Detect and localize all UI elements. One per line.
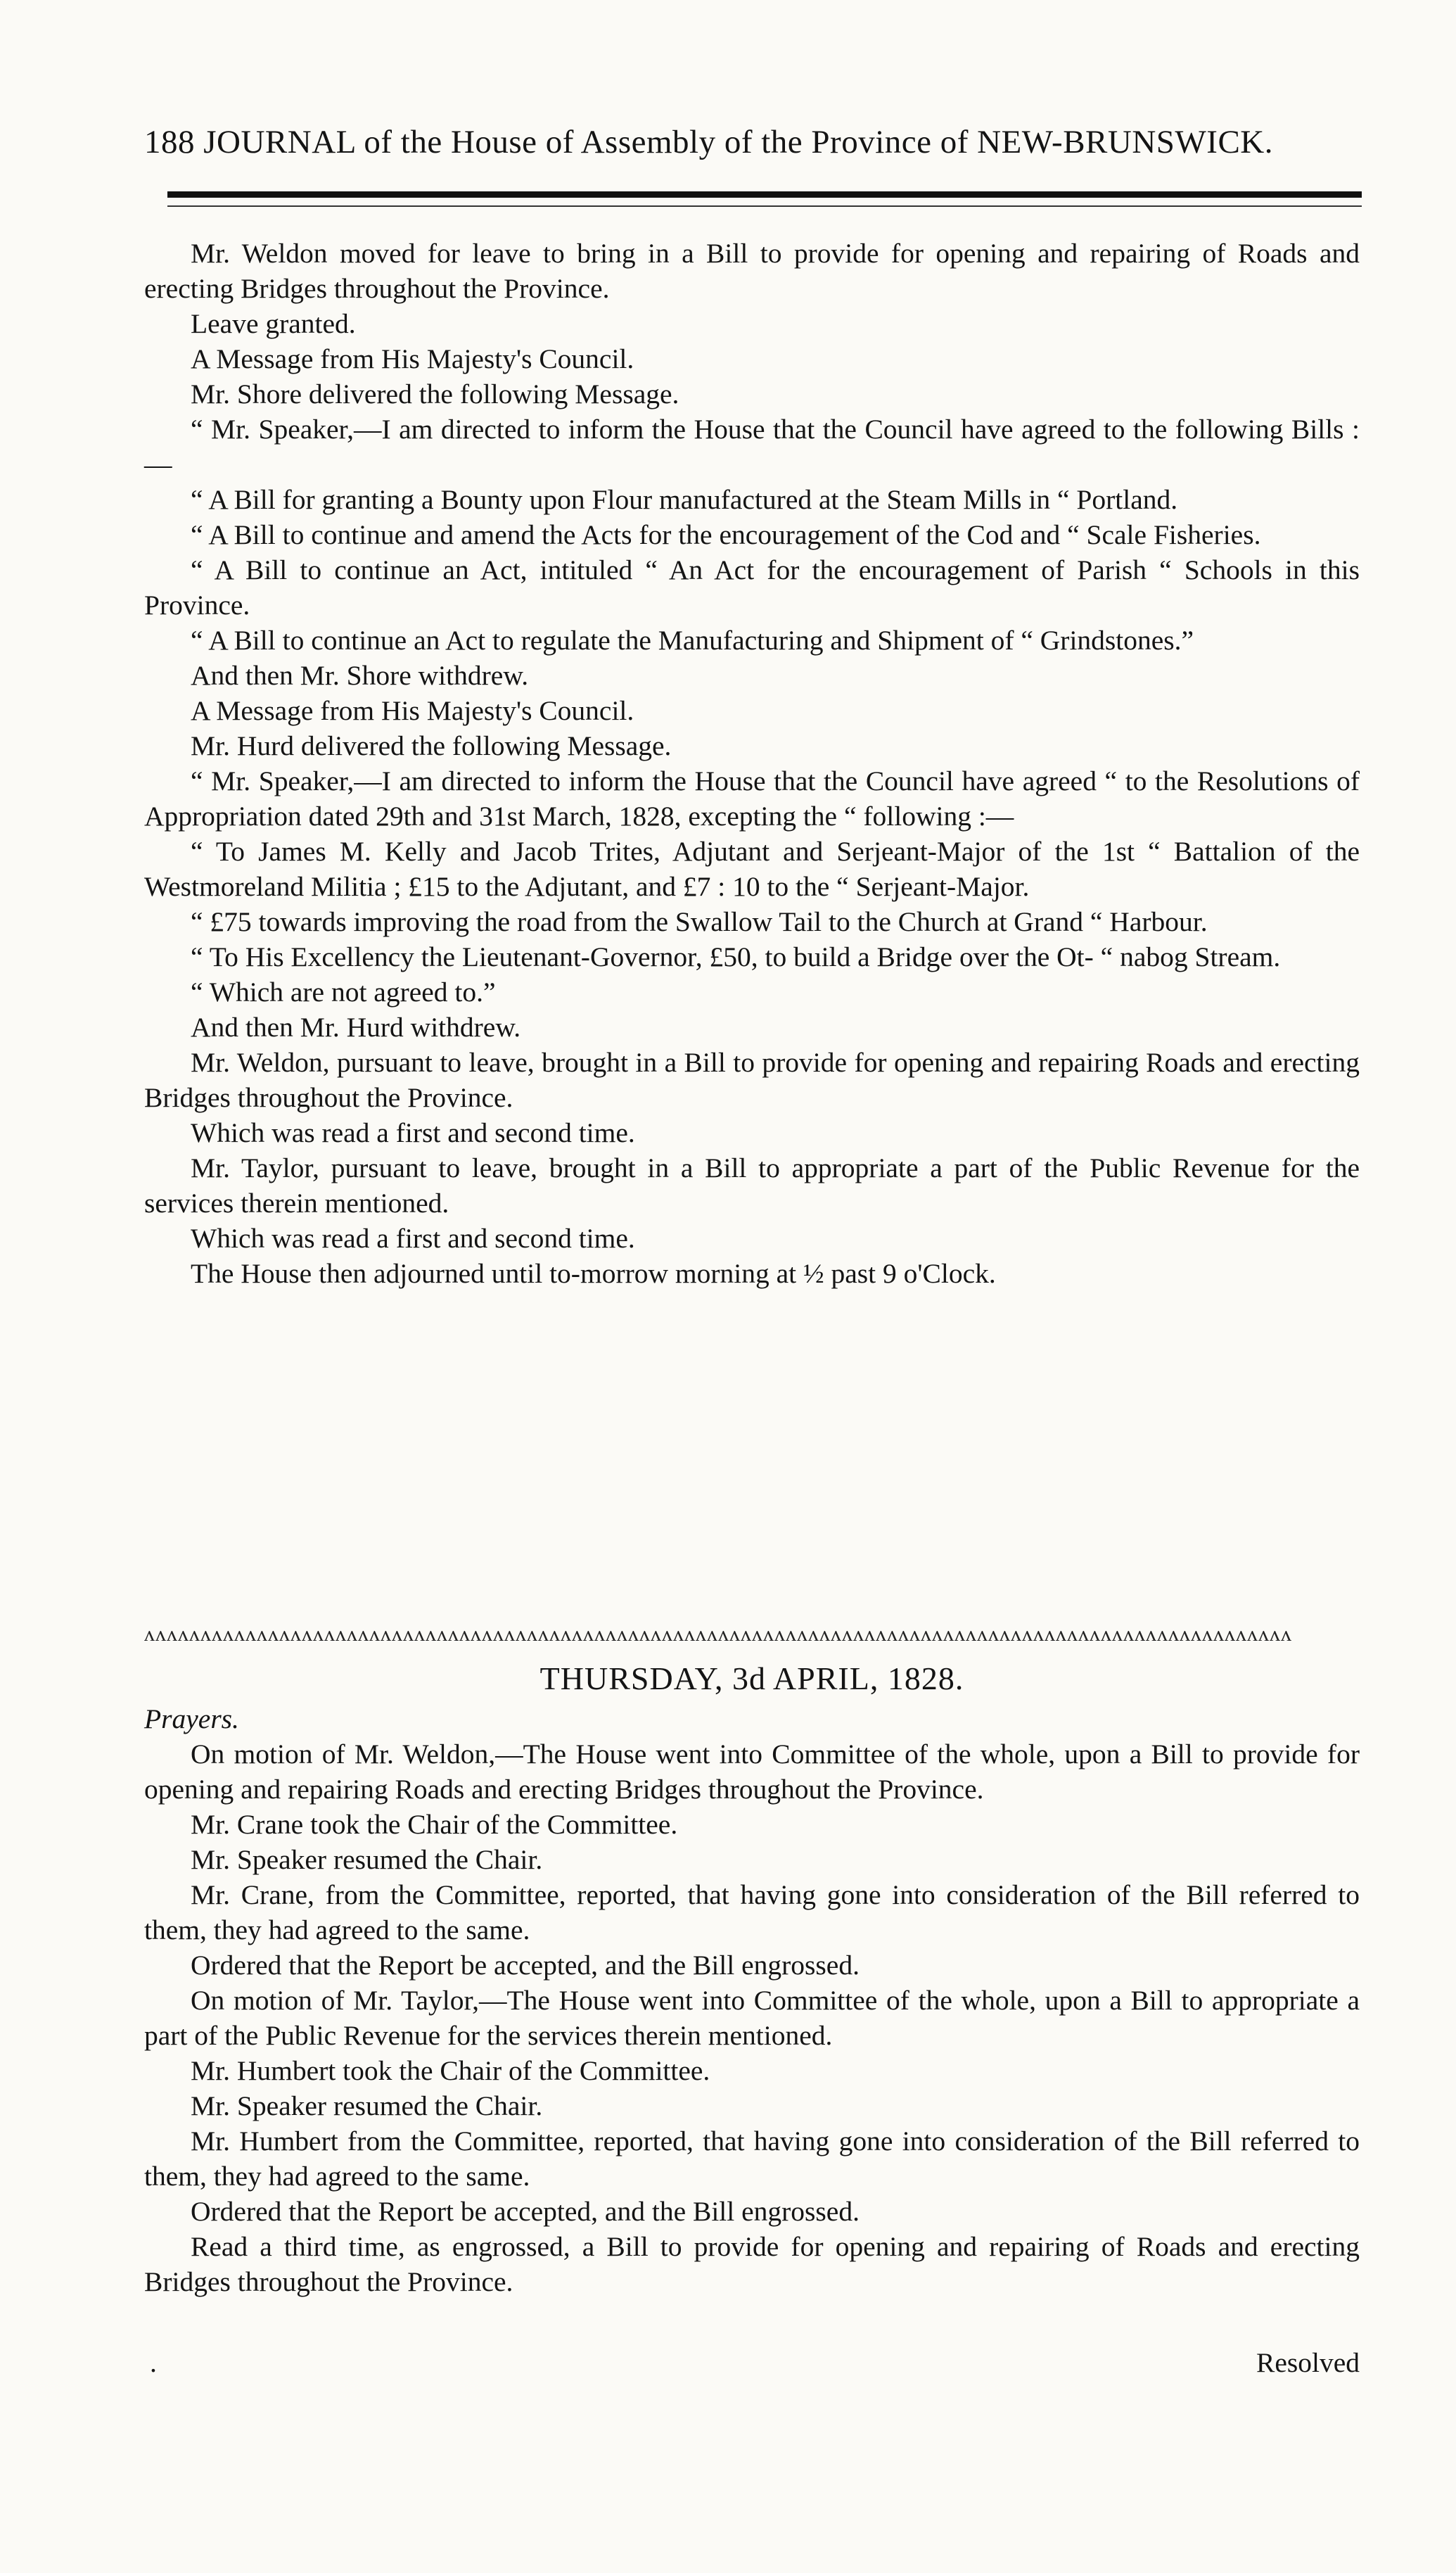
paragraph: Mr. Humbert took the Chair of the Committee. (191, 2055, 710, 2086)
quoted-paragraph: “ Which are not agreed to.” (191, 977, 496, 1008)
paragraph: Mr. Humbert from the Committee, reported, that having gone into consideration of the Bill referred to them, they had agreed to the same. (144, 2126, 1360, 2192)
quoted-paragraph: “ Mr. Speaker,—I am directed to inform the House that the Council have agreed “ to the Resolutions of Appropriation dated 29th and 31st March, 1828, excepting the “ following :— (144, 765, 1360, 832)
paragraph: Which was read a first and second time. (191, 1223, 635, 1254)
date-heading: THURSDAY, 3d APRIL, 1828. (539, 1660, 964, 1696)
paragraph: Mr. Shore delivered the following Message. (191, 379, 679, 409)
paragraph: Mr. Crane, from the Committee, reported, that having gone into consideration of the Bill referred to them, they had agreed to the same. (144, 1879, 1360, 1945)
quoted-paragraph: “ £75 towards improving the road from the Swallow Tail to the Church at Grand “ Harbour. (191, 906, 1208, 937)
paragraph: Leave granted. (191, 308, 356, 339)
paragraph: Mr. Weldon moved for leave to bring in a Bill to provide for opening and repairing of Roads and erecting Bridges throughout the Province. (144, 238, 1360, 304)
quoted-paragraph: “ Mr. Speaker,—I am directed to inform the House that the Council have agreed to the following Bills :— (144, 414, 1360, 480)
paragraph: Mr. Taylor, pursuant to leave, brought in a Bill to appropriate a part of the Public Revenue for the services therein mentioned. (144, 1152, 1360, 1219)
header-rule-thin (167, 205, 1362, 207)
paragraph: And then Mr. Shore withdrew. (191, 660, 529, 691)
paragraph: A Message from His Majesty's Council. (191, 695, 634, 726)
paragraph: Mr. Speaker resumed the Chair. (191, 2090, 543, 2121)
paragraph: Mr. Crane took the Chair of the Committee. (191, 1809, 678, 1840)
stray-mark: . (150, 2347, 157, 2378)
quoted-paragraph: “ A Bill to continue and amend the Acts for the encouragement of the Cod and “ Scale Fisheries. (191, 519, 1261, 550)
paragraph: Mr. Weldon, pursuant to leave, brought in a Bill to provide for opening and repairing Roads and erecting Bridges throughout the Province. (144, 1047, 1360, 1113)
proceedings-section-2 (144, 1736, 1360, 2299)
paragraph: On motion of Mr. Weldon,—The House went into Committee of the whole, upon a Bill to provide for opening and repairing Roads and erecting Bridges throughout the Province. (144, 1739, 1360, 1805)
quoted-paragraph: “ To James M. Kelly and Jacob Trites, Adjutant and Serjeant-Major of the 1st “ Battalion of the Westmoreland Militia ; £15 to the Adjutant, and £7 : 10 to the “ Serjeant-Major. (144, 836, 1360, 902)
quoted-paragraph: “ To His Excellency the Lieutenant-Governor, £50, to build a Bridge over the Ot- “ nabog Stream. (191, 941, 1281, 972)
running-head: 188 JOURNAL of the House of Assembly of the Province of NEW-BRUNSWICK. (144, 124, 1273, 160)
proceedings-section-1 (144, 236, 1360, 1291)
paragraph: The House then adjourned until to-morrow morning at ½ past 9 o'Clock. (191, 1258, 996, 1289)
quoted-paragraph: “ A Bill to continue an Act to regulate the Manufacturing and Shipment of “ Grindstones.” (191, 625, 1194, 656)
ornamental-divider: ʌʌʌʌʌʌʌʌʌʌʌʌʌʌʌʌʌʌʌʌʌʌʌʌʌʌʌʌʌʌʌʌʌʌʌʌʌʌʌʌʌʌʌʌʌʌʌʌʌʌʌʌʌʌʌʌʌʌʌʌʌʌʌʌʌʌʌʌʌʌʌʌʌʌʌʌʌʌʌʌʌʌʌʌʌʌʌʌʌʌʌʌʌʌʌʌʌʌʌʌʌʌ (144, 1624, 1292, 1645)
paragraph: Ordered that the Report be accepted, and the Bill engrossed. (191, 1950, 860, 1981)
header-rule-thick (167, 191, 1362, 198)
quoted-paragraph: “ A Bill to continue an Act, intituled “ An Act for the encouragement of Parish “ Schools in this Province. (144, 554, 1360, 621)
paragraph: A Message from His Majesty's Council. (191, 343, 634, 374)
paragraph: Mr. Hurd delivered the following Message. (191, 730, 672, 761)
paragraph: On motion of Mr. Taylor,—The House went into Committee of the whole, upon a Bill to appropriate a part of the Public Revenue for the services therein mentioned. (144, 1985, 1360, 2051)
paragraph: And then Mr. Hurd withdrew. (191, 1012, 521, 1043)
catchword: Resolved (1256, 2347, 1360, 2378)
paragraph: Which was read a first and second time. (191, 1117, 635, 1148)
quoted-paragraph: “ A Bill for granting a Bounty upon Flour manufactured at the Steam Mills in “ Portland. (191, 484, 1178, 515)
paragraph: Ordered that the Report be accepted, and the Bill engrossed. (191, 2196, 860, 2227)
paragraph: Read a third time, as engrossed, a Bill to provide for opening and repairing of Roads and erecting Bridges throughout the Province. (144, 2231, 1360, 2297)
prayers-label: Prayers. (144, 1703, 239, 1734)
paragraph: Mr. Speaker resumed the Chair. (191, 1844, 543, 1875)
